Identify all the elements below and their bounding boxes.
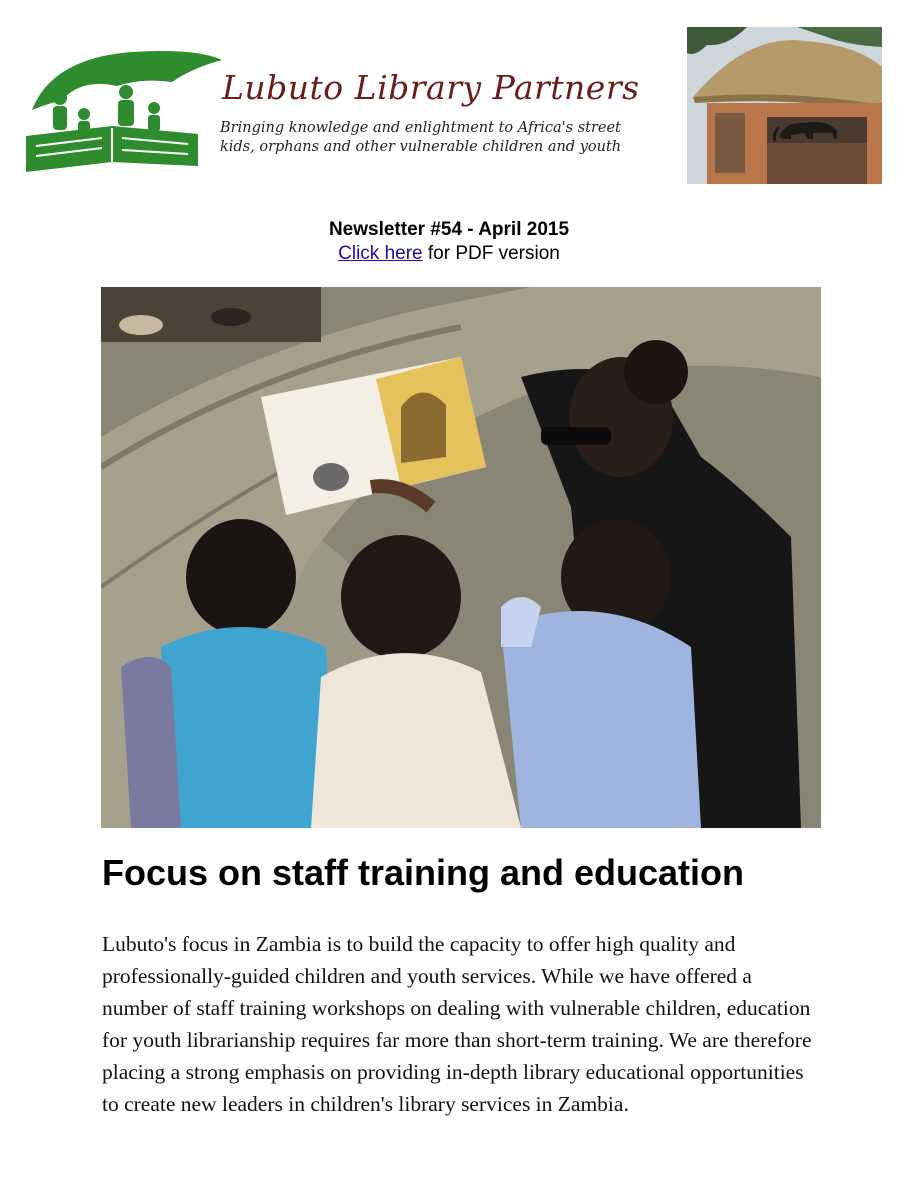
hero-photo-reading-children	[101, 287, 821, 828]
library-hut-photo	[687, 27, 882, 184]
brand-tagline	[220, 119, 690, 157]
pdf-suffix: for PDF version	[422, 243, 560, 264]
article-headline: Focus on staff training and education	[102, 852, 745, 893]
newsletter-header	[0, 0, 898, 195]
tagline-line-1: Bringing knowledge and enlightment to Africa's street	[220, 120, 621, 136]
pdf-version-link[interactable]: Click here	[338, 243, 423, 264]
pdf-line	[0, 242, 898, 266]
tagline-line-2: kids, orphans and other vulnerable children and youth	[220, 139, 622, 155]
issue-title: Newsletter #54 - April 2015	[328, 219, 570, 240]
article-body: Lubuto's focus in Zambia is to build the capacity to offer high quality and professionally-guided children and youth services. While we have offered a number of staff training workshops on dealing with vulnerable children, education for youth librarianship requires far more than short-term training. We are therefore placing a strong emphasis on providing in-depth library educational opportunities to create new leaders in children's library services in Zambia.	[102, 932, 812, 1116]
newsletter-info	[0, 218, 898, 266]
brand-title: Lubuto Library Partners	[222, 68, 640, 107]
lubuto-logo	[22, 38, 222, 178]
